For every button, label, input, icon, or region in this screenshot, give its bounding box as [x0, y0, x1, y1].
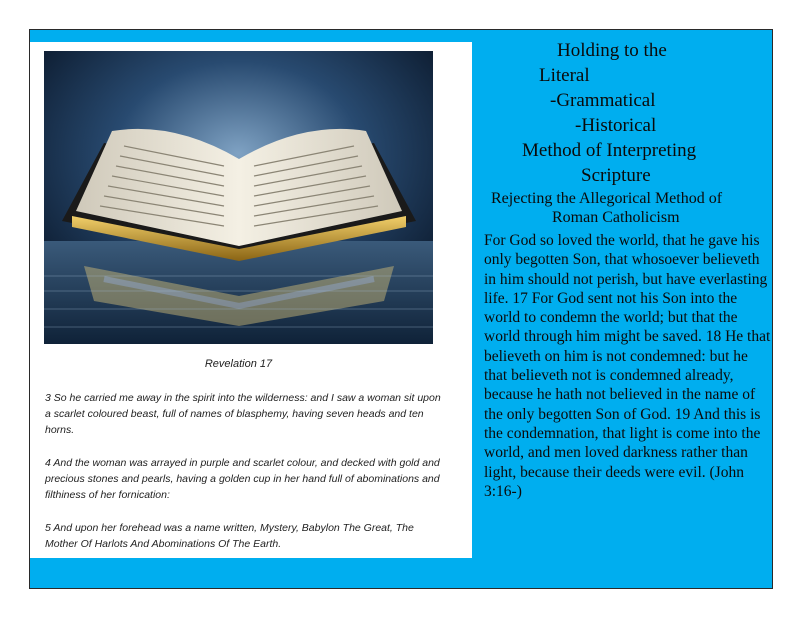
heading-line-2: Literal — [539, 65, 590, 86]
heading-line-6: Scripture — [581, 165, 651, 186]
subheading-line-2: Roman Catholicism — [552, 209, 680, 226]
verse-4: 4 And the woman was arrayed in purple and scarlet colour, and decked with gold and precious stones and pearls, having a golden cup in her hand full of abominations and filthiness of her fornication: — [45, 457, 440, 501]
heading-line-4: -Historical — [575, 115, 657, 136]
subheading-line-1: Rejecting the Allegorical Method of — [491, 190, 723, 207]
open-bible-on-water-icon — [44, 51, 433, 344]
bible-image — [44, 51, 433, 344]
heading-line-3: -Grammatical — [550, 90, 656, 111]
john-3-16-passage: For God so loved the world, that he gave his only begotten Son, that whosoever believeth in him should not perish, but have everlasting life. 17 For God sent not his Son into the world to condemn the world; but that the world through him might be saved. 18 He that believeth on him is not condemned: but he that believeth not is condemned already, because he hath not believed in the name of the only begotten Son of God. 19 And this is the condemnation, that light is come into the world, and men loved darkness rather than light, because their deeds were evil. (John 3:16-) — [484, 232, 771, 500]
verse-3: 3 So he carried me away in the spirit into the wilderness: and I saw a woman sit upon a scarlet coloured beast, full of names of blasphemy, having seven heads and ten horns. — [45, 392, 441, 436]
verse-caption: Revelation 17 — [204, 358, 273, 370]
heading-line-5: Method of Interpreting — [522, 140, 697, 161]
verse-5: 5 And upon her forehead was a name written, Mystery, Babylon The Great, The Mother Of Harlots And Abominations Of The Earth. — [45, 522, 414, 550]
heading-line-1: Holding to the — [557, 40, 667, 61]
